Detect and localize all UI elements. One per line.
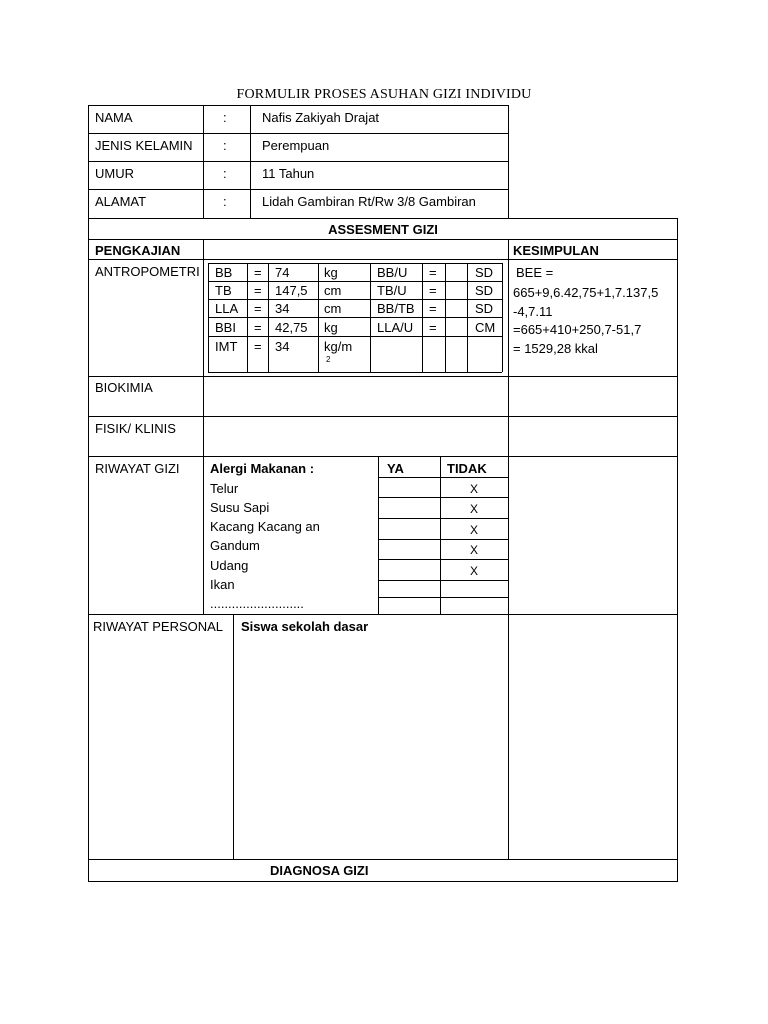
allergy-tidak-mark: X (469, 482, 478, 496)
antro-name: LLA (215, 301, 239, 316)
antro-index: BB/U (377, 265, 408, 280)
antro-unit: kg/m (324, 339, 353, 354)
col-tidak: TIDAK (447, 461, 487, 476)
allergy-tidak-mark: X (469, 564, 478, 578)
antro-status: CM (475, 320, 496, 335)
antro-eq: = (254, 320, 262, 335)
allergy-item: Susu Sapi (210, 500, 270, 515)
antro-unit: kg (324, 265, 338, 280)
jenis-kelamin-colon: : (223, 138, 227, 153)
antro-eq2: = (429, 265, 437, 280)
allergy-item: Gandum (210, 538, 260, 553)
allergy-item: Kacang Kacang an (210, 519, 320, 534)
antro-eq: = (254, 265, 262, 280)
antro-value: 34 (275, 339, 290, 354)
riwayat-personal-label: RIWAYAT PERSONAL (93, 619, 224, 634)
antro-unit: cm (324, 301, 342, 316)
allergy-tidak-mark: X (469, 502, 478, 516)
kesimpulan-label: KESIMPULAN (513, 243, 599, 258)
col-ya: YA (387, 461, 404, 476)
riwayat-gizi-label: RIWAYAT GIZI (95, 461, 180, 476)
nama-label: NAMA (95, 110, 133, 125)
alergi-heading: Alergi Makanan : (210, 461, 315, 476)
riwayat-personal-value: Siswa sekolah dasar (241, 619, 369, 634)
antro-eq: = (254, 283, 262, 298)
antro-value: 147,5 (275, 283, 308, 298)
alamat-label: ALAMAT (95, 194, 147, 209)
form-title: FORMULIR PROSES ASUHAN GIZI INDIVIDU (236, 87, 532, 102)
allergy-item: Ikan (210, 577, 235, 592)
antro-name: IMT (215, 339, 238, 354)
allergy-item: Telur (210, 481, 239, 496)
antro-value: 74 (275, 265, 290, 280)
antro-status: SD (475, 265, 494, 280)
alamat-value: Lidah Gambiran Rt/Rw 3/8 Gambiran (262, 194, 476, 209)
antro-name: BB (215, 265, 233, 280)
antro-status: SD (475, 283, 494, 298)
jenis-kelamin-value: Perempuan (262, 138, 330, 153)
antro-status: SD (475, 301, 494, 316)
antro-name: TB (215, 283, 232, 298)
antro-value: 42,75 (275, 320, 308, 335)
fisik-klinis-label: FISIK/ KLINIS (95, 421, 176, 436)
nama-value: Nafis Zakiyah Drajat (262, 110, 380, 125)
biokimia-label: BIOKIMIA (95, 380, 153, 395)
antro-eq: = (254, 339, 262, 354)
umur-label: UMUR (95, 166, 134, 181)
allergy-tidak-mark: X (469, 543, 478, 557)
bee-line: BEE = (516, 265, 554, 280)
bee-line: = 1529,28 kkal (513, 341, 598, 356)
allergy-tidak-mark: X (469, 523, 478, 537)
antro-index: BB/TB (377, 301, 415, 316)
antro-eq: = (254, 301, 262, 316)
antro-unit: kg (324, 320, 338, 335)
antro-eq2: = (429, 283, 437, 298)
antropometri-label: ANTROPOMETRI (95, 264, 200, 279)
antro-unit-sup: 2 (326, 355, 331, 364)
jenis-kelamin-label: JENIS KELAMIN (95, 138, 193, 153)
antro-eq2: = (429, 320, 437, 335)
nama-colon: : (223, 110, 227, 125)
diagnosa-gizi-label: DIAGNOSA GIZI (270, 863, 369, 878)
assessment-header: ASSESMENT GIZI (328, 222, 438, 237)
allergy-item: Udang (210, 558, 249, 573)
bee-line: -4,7.11 (513, 304, 553, 319)
umur-value: 11 Tahun (262, 166, 315, 181)
pengkajian-label: PENGKAJIAN (95, 243, 181, 258)
antro-index: LLA/U (377, 320, 414, 335)
bee-line: =665+410+250,7-51,7 (513, 322, 642, 337)
allergy-item: .......................... (210, 596, 304, 611)
antro-eq2: = (429, 301, 437, 316)
antro-name: BBI (215, 320, 236, 335)
bee-line: 665+9,6.42,75+1,7.137,5 (513, 285, 659, 300)
antro-index: TB/U (377, 283, 407, 298)
alamat-colon: : (223, 194, 227, 209)
antro-unit: cm (324, 283, 342, 298)
umur-colon: : (223, 166, 227, 181)
antro-value: 34 (275, 301, 290, 316)
